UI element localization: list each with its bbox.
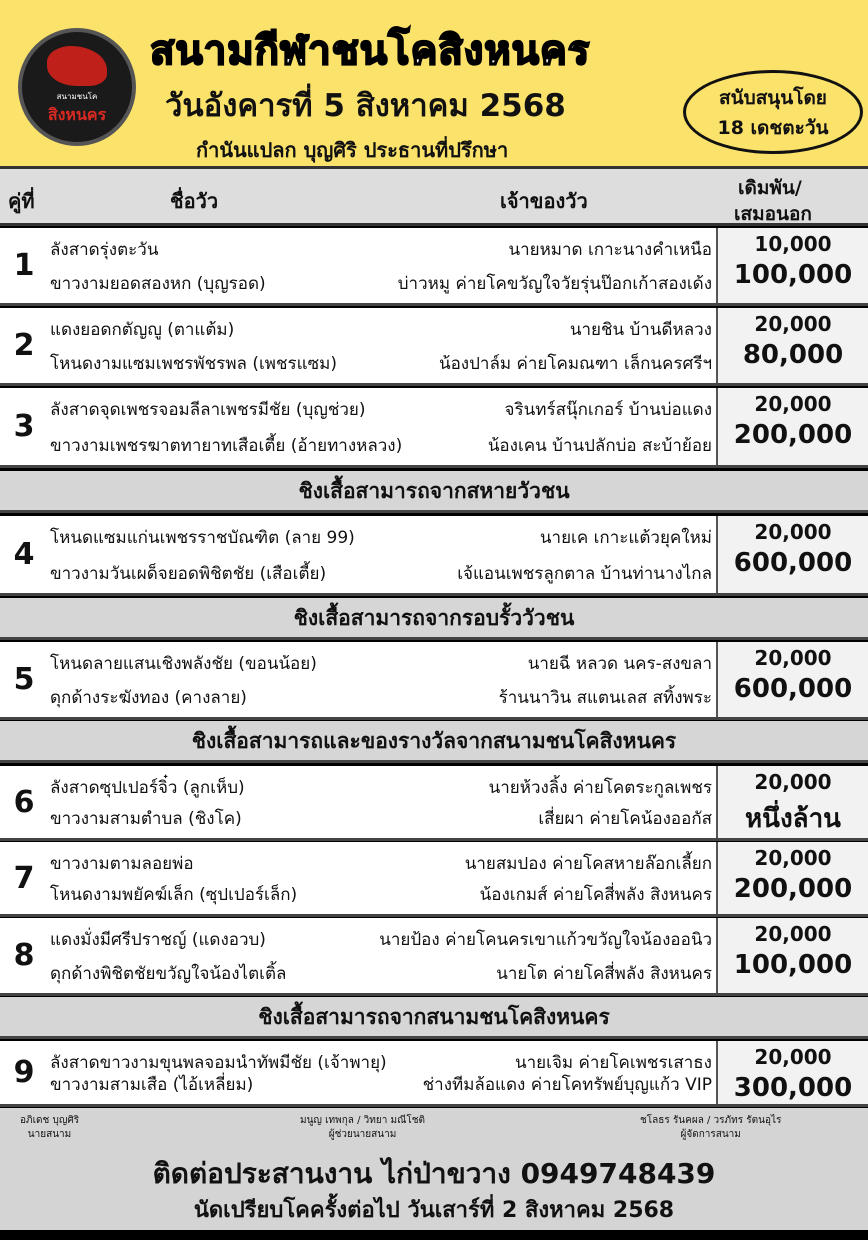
bet-cell	[716, 228, 868, 303]
draw-amount: 80,000	[742, 340, 844, 370]
bull-2-name: ดุกด้างระฆังทอง (คางลาย)	[50, 688, 247, 708]
owner-1: นายห้วงลิ้ง ค่ายโคตระกูลเพชร	[488, 778, 712, 798]
bull-1-name: ขาวงามตามลอยพ่อ	[50, 854, 194, 874]
match-row	[0, 516, 868, 596]
owner-1: นายสมปอง ค่ายโคสหายล๊อกเลี้ยก	[464, 854, 712, 874]
col-bet: เดิมพัน/	[738, 177, 802, 199]
pair-number: 3	[13, 409, 35, 444]
bull-1-name: โหนดแซมแก่นเพชรราชบัณฑิต (ลาย 99)	[50, 528, 355, 548]
draw-amount: 600,000	[733, 548, 853, 578]
bet-amount: 10,000	[754, 232, 832, 256]
bull-2-name: ขาวงามวันเผด็จยอดพิชิตชัย (เสือเตี้ย)	[50, 564, 327, 584]
bet-amount: 20,000	[754, 922, 832, 946]
owner-1: นายหมาด เกาะนางคำเหนือ	[508, 240, 712, 260]
poster-title: สนามกีฬาชนโคสิงหนคร	[150, 28, 591, 74]
bet-amount: 20,000	[754, 770, 832, 794]
footer	[0, 1108, 868, 1230]
bull-2-name: ขาวงามสามตำบล (ชิงโค)	[50, 809, 242, 829]
bet-cell	[716, 642, 868, 717]
owner-2: นายโต ค่ายโคสี่พลัง สิงหนคร	[496, 964, 712, 984]
pair-number: 4	[13, 537, 35, 572]
pair-number: 8	[13, 938, 35, 973]
match-row	[0, 388, 868, 468]
sig-role: นายสนาม	[27, 1129, 72, 1140]
pair-number: 2	[13, 328, 35, 363]
owner-1: จรินทร์สนุ๊กเกอร์ บ้านบ่อแดง	[504, 400, 712, 420]
next-event-line: นัดเปรียบโคครั้งต่อไป วันเสาร์ที่ 2 สิงหาคม 2568	[193, 1198, 675, 1223]
bet-cell	[716, 766, 868, 838]
owner-2: เสี่ยผา ค่ายโคน้องออกัส	[538, 809, 712, 829]
bull-1-name: แดงยอดกตัญญู (ตาแต้ม)	[50, 320, 235, 340]
bet-cell	[716, 308, 868, 383]
section-banner: ชิงเสื้อสามารถและของรางวัลจากสนามชนโคสิงหนคร	[0, 721, 868, 763]
bet-amount: 20,000	[754, 520, 832, 544]
bull-icon	[47, 46, 107, 86]
owner-2: น้องเกมส์ ค่ายโคสี่พลัง สิงหนคร	[479, 885, 712, 905]
match-row	[0, 308, 868, 386]
bet-cell	[716, 842, 868, 914]
bull-2-name: ดุกด้างพิชิตชัยขวัญใจน้องไตเติ้ล	[50, 964, 287, 984]
sponsor-label: สนับสนุนโดย	[719, 87, 827, 109]
contact-line: ติดต่อประสานงาน ไก่ป่าขวาง 0949748439	[152, 1157, 716, 1190]
pair-number: 9	[13, 1055, 35, 1090]
owner-2: น้องปาล์ม ค่ายโคมณฑา เล็กนครศรีฯ	[438, 354, 712, 374]
draw-amount: 100,000	[733, 950, 853, 980]
owner-1: นายฉี หลวด นคร-สงขลา	[527, 654, 712, 674]
owner-1: นายเค เกาะแต้วยุคใหม่	[539, 528, 712, 548]
match-row	[0, 228, 868, 306]
draw-amount: 200,000	[733, 874, 853, 904]
bull-1-name: ลังสาดขาวงามขุนพลจอมนำทัพมีชัย (เจ้าพายุ)	[50, 1053, 387, 1073]
pair-number: 7	[13, 860, 35, 896]
bet-amount: 20,000	[754, 1045, 832, 1069]
col-bull-name: ชื่อวัว	[170, 189, 219, 213]
match-row	[0, 642, 868, 720]
bull-2-name: ขาวงามยอดสองหก (บุญรอด)	[50, 274, 266, 294]
section-banner: ชิงเสื้อสามารถจากรอบรั้ววัวชน	[0, 598, 868, 640]
table-header	[0, 166, 868, 226]
sponsor-name: 18 เดชตะวัน	[717, 117, 829, 139]
match-row	[0, 918, 868, 996]
bull-2-name: ขาวงามเพชรฆาตทายาทเสือเตี้ย (อ้ายทางหลวง)	[50, 436, 403, 456]
owner-2: เจ้แอนเพชรลูกตาล บ้านท่านางไกล	[457, 564, 712, 584]
owner-2: ร้านนาวิน สแตนเลส สทิ้งพระ	[498, 688, 712, 708]
owner-2: บ่าวหมู ค่ายโคขวัญใจวัยรุ่นป๊อกเก้าสองเด้ง	[397, 274, 712, 294]
bet-cell	[716, 516, 868, 593]
bull-1-name: โหนดลายแสนเชิงพลังชัย (ขอนน้อย)	[50, 654, 317, 674]
bet-cell	[716, 918, 868, 993]
bet-amount: 20,000	[754, 646, 832, 670]
draw-amount: 200,000	[733, 420, 853, 450]
bull-2-name: โหนดงามแซมเพชรพัชรพล (เพชรแซม)	[50, 354, 337, 374]
signature-2	[300, 1114, 425, 1142]
section-banner: ชิงเสื้อสามารถจากสนามชนโคสิงหนคร	[0, 997, 868, 1039]
col-owner: เจ้าของวัว	[500, 189, 588, 213]
pair-number: 1	[13, 248, 35, 283]
owner-1: นายป้อง ค่ายโคนครเขาแก้วขวัญใจน้องออนิว	[379, 930, 712, 950]
signature-3	[640, 1114, 781, 1142]
match-row	[0, 842, 868, 917]
sig-role: ผู้ช่วยนายสนาม	[328, 1129, 397, 1140]
draw-amount: 300,000	[733, 1073, 853, 1103]
owner-2: น้องเคน บ้านปลักบ่อ สะบ้าย้อย	[487, 436, 712, 456]
bull-1-name: แดงมั่งมีศรีปราชญ์ (แดงอวบ)	[50, 930, 266, 950]
col-pair: คู่ที่	[8, 189, 35, 213]
pair-number: 6	[13, 784, 35, 820]
bet-cell	[716, 1041, 868, 1104]
sig-name: อภิเดช บุญศิริ	[20, 1115, 80, 1126]
owner-1: นายเจิม ค่ายโคเพชรเสาธง	[515, 1053, 712, 1073]
logo-big-text: สิงหนคร	[47, 105, 107, 124]
pair-number: 5	[13, 662, 35, 697]
bet-amount: 20,000	[754, 392, 832, 416]
event-date: วันอังคารที่ 5 สิงหาคม 2568	[165, 88, 566, 124]
draw-amount: 600,000	[733, 674, 853, 704]
bull-2-name: โหนดงามพยัคฆ์เล็ก (ซุปเปอร์เล็ก)	[50, 885, 298, 905]
bet-amount: 20,000	[754, 846, 832, 870]
bet-amount: 20,000	[754, 312, 832, 336]
sponsor-badge	[683, 70, 863, 154]
sig-name: ชโลธร รันคผล / วรภัทร รัตนอุไร	[640, 1115, 782, 1126]
logo-small-text: สนามชนโค	[56, 92, 98, 101]
stadium-logo	[18, 28, 136, 146]
sig-role: ผู้จัดการสนาม	[680, 1129, 741, 1140]
bull-1-name: ลังสาดซุปเปอร์จิ๋ว (ลูกเห็บ)	[50, 778, 245, 798]
bull-1-name: ลังสาดรุ่งตะวัน	[50, 240, 159, 260]
bet-cell	[716, 388, 868, 465]
sig-name: มนูญ เทพกุล / วิทยา มณีโชติ	[300, 1115, 426, 1126]
bull-2-name: ขาวงามสามเสือ (ไอ้เหลี่ยม)	[50, 1075, 254, 1095]
advisor-line: กำนันแปลก บุญศิริ ประธานที่ปรึกษา	[196, 138, 509, 162]
bull-1-name: ลังสาดจุดเพชรจอมลีลาเพชรมีชัย (บุญช่วย)	[50, 400, 366, 420]
owner-1: นายชิน บ้านดีหลวง	[569, 320, 712, 340]
draw-amount: 100,000	[733, 260, 853, 290]
poster-header	[0, 0, 868, 166]
owner-2: ช่างทีมล้อแดง ค่ายโคทรัพย์บุญแก้ว VIP	[422, 1075, 712, 1095]
match-row	[0, 1041, 868, 1107]
signature-1	[20, 1114, 79, 1142]
section-banner: ชิงเสื้อสามารถจากสหายวัวชน	[0, 471, 868, 513]
match-row	[0, 766, 868, 841]
col-draw: เสมอนอก	[734, 203, 812, 225]
draw-amount: หนึ่งล้าน	[745, 804, 841, 834]
